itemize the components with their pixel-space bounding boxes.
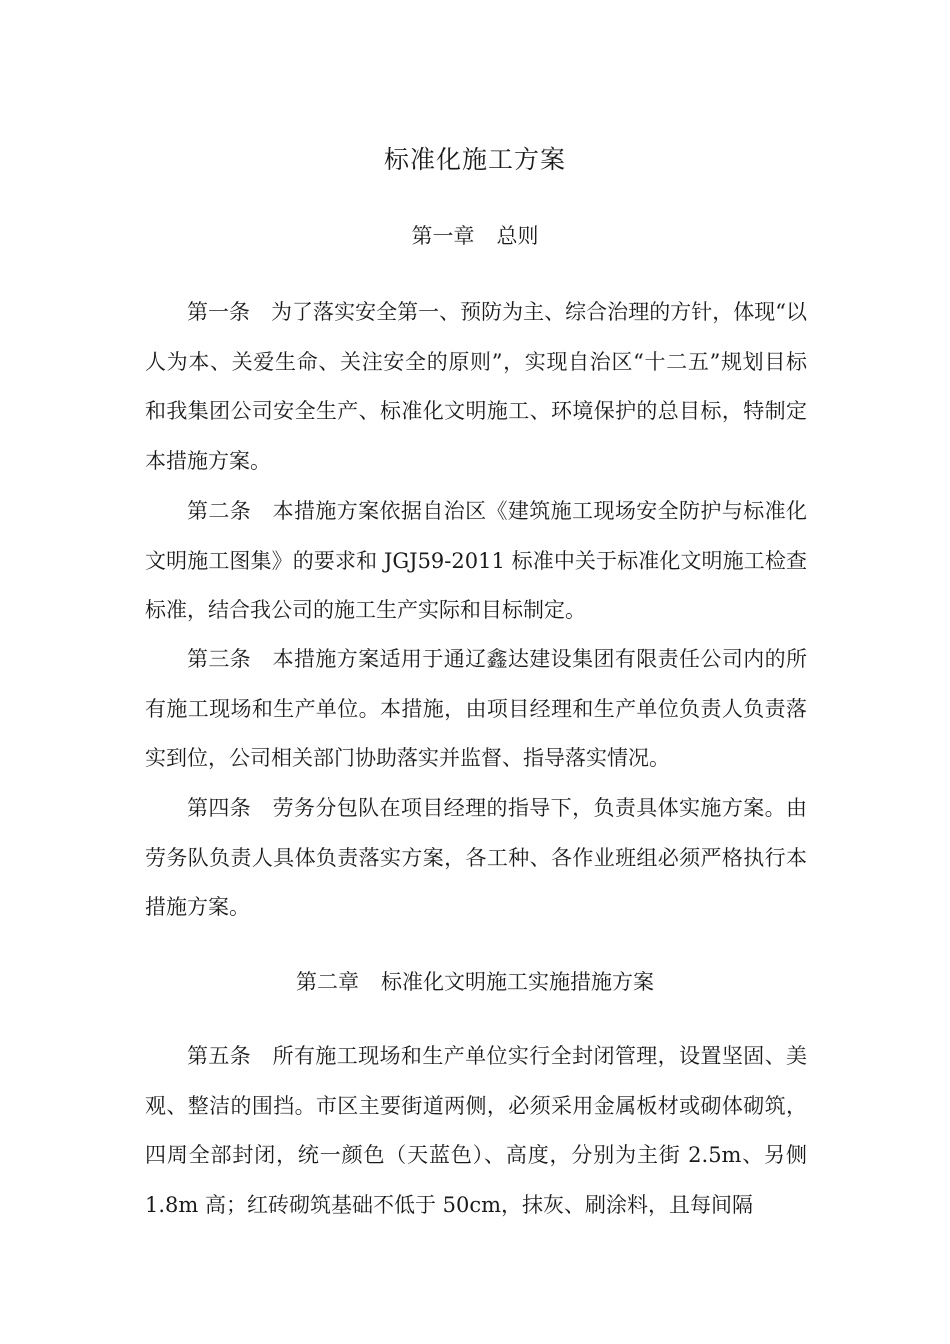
document-title: 标准化施工方案: [383, 145, 566, 174]
article-paragraph: [145, 784, 807, 933]
article-text: 所有施工现场和生产单位实行全封闭管理，设置坚固、美观、整洁的围挡。市区主要街道两侧，必须采用金属板材或砌体砌筑，四周全部封闭，统一颜色（天蓝色）、高度，分别为主街 2.5m、另侧 1.8m 高；红砖砌筑基础不低于 50cm，抹灰、刷涂料，且每间隔: [145, 1044, 807, 1218]
article-paragraph: [145, 487, 807, 636]
chapter-name: 标准化文明施工实施措施方案: [381, 970, 654, 994]
chapter-name: 总则: [496, 224, 539, 248]
article-paragraph: [145, 288, 807, 487]
article-number: 第二条: [187, 499, 252, 523]
article-number: 第五条: [187, 1044, 252, 1068]
article-paragraph: [145, 1032, 807, 1242]
article-number: 第四条: [187, 796, 252, 820]
chapter-heading-2: [0, 967, 950, 997]
chapter-number: 第一章: [411, 224, 475, 248]
article-number: 第三条: [187, 647, 252, 671]
chapter-number: 第二章: [296, 970, 359, 994]
article-text: 为了落实安全第一、预防为主、综合治理的方针，体现“以人为本、关爱生命、关注安全的原则”，实现自治区“十二五”规划目标和我集团公司安全生产、标准化文明施工、环境保护的总目标，特制定本措施方案。: [145, 300, 808, 474]
article-text: 劳务分包队在项目经理的指导下，负责具体实施方案。由劳务队负责人具体负责落实方案，各工种、各作业班组必须严格执行本措施方案。: [145, 796, 808, 920]
article-text: 本措施方案适用于通辽鑫达建设集团有限责任公司内的所有施工现场和生产单位。本措施，由项目经理和生产单位负责人负责落实到位，公司相关部门协助落实并监督、指导落实情况。: [145, 647, 808, 771]
article-paragraph: [145, 635, 807, 784]
chapter-heading-1: [0, 221, 950, 251]
article-number: 第一条: [187, 300, 251, 324]
article-text: 本措施方案依据自治区《建筑施工现场安全防护与标准化文明施工图集》的要求和 JGJ59-2011 标准中关于标准化文明施工检查标准，结合我公司的施工生产实际和目标制定。: [145, 499, 808, 623]
